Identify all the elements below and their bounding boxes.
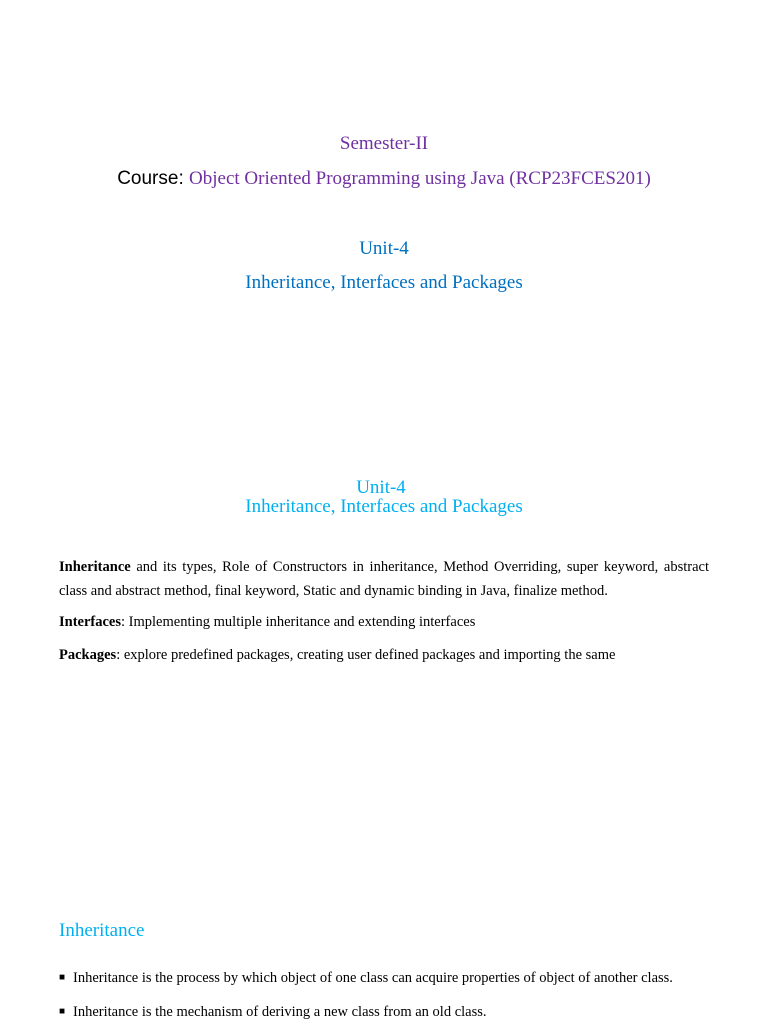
packages-syllabus-text: : explore predefined packages, creating user defined packages and importing the same — [116, 647, 616, 663]
course-prefix: Course: — [117, 168, 190, 189]
inheritance-syllabus-paragraph — [59, 555, 709, 603]
syllabus-unit-title: Inheritance, Interfaces and Packages — [245, 496, 523, 517]
bullet-text: Inheritance is the process by which object of one class can acquire properties of object of another class. — [73, 970, 673, 986]
bullet-icon: ■ — [59, 972, 66, 983]
packages-syllabus-paragraph — [59, 643, 709, 667]
cover-unit-label: Unit-4 — [359, 238, 409, 259]
inheritance-heading: Inheritance — [59, 920, 145, 941]
course-line — [0, 168, 768, 190]
bullet-text: Inheritance is the mechanism of deriving a new class from an old class. — [73, 1004, 487, 1020]
inheritance-syllabus-text: and its types, Role of Constructors in inheritance, Method Overriding, super keyword, abstract class and abstract method, final keyword, Static and dynamic binding in Java, finalize method. — [59, 559, 709, 599]
interfaces-term: Interfaces — [59, 614, 122, 630]
bullet-icon: ■ — [59, 1006, 66, 1017]
syllabus-unit-label: Unit-4 — [356, 477, 406, 498]
semester-label: Semester-II — [339, 133, 429, 154]
interfaces-syllabus-text: : Implementing multiple inheritance and extending interfaces — [121, 614, 476, 630]
course-name: Object Oriented Programming using Java (RCP23FCES201) — [189, 168, 651, 189]
packages-term: Packages — [59, 647, 117, 663]
interfaces-syllabus-paragraph — [59, 610, 709, 634]
cover-unit-title: Inheritance, Interfaces and Packages — [245, 272, 523, 293]
inheritance-term: Inheritance — [59, 559, 131, 575]
